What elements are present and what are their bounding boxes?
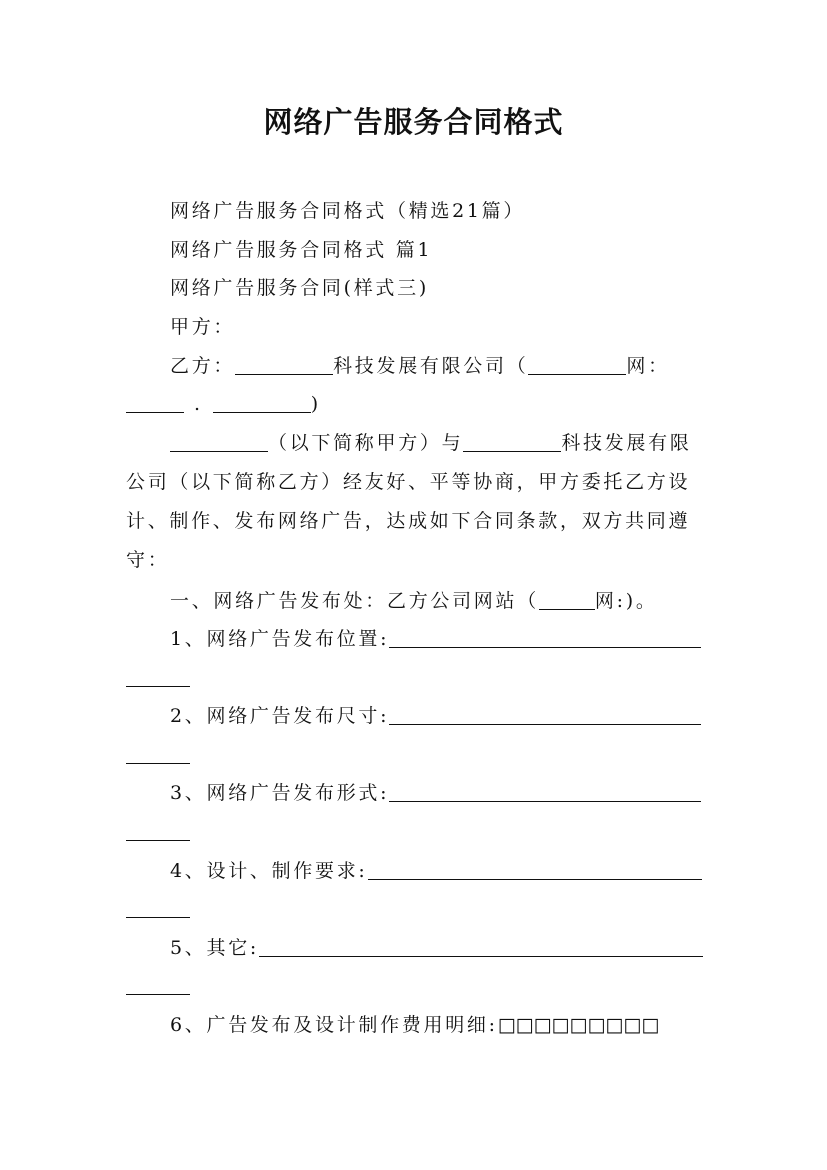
item-6-line [170,1010,706,1040]
item-5-blank-continued [126,971,706,1001]
close-paren: ) [310,393,321,415]
item-2-blank-tail [126,743,190,764]
website-domain-blank [213,392,311,413]
website-name-blank [528,354,626,375]
section-heading: 网络广告服务合同格式 篇1 [170,239,433,261]
website-prefix-blank [126,392,184,413]
party-b-label: 乙方： [170,355,236,377]
website-address-line [126,389,706,419]
intro-paragraph-line-3: 计、制作、发布网络广告，达成如下合同条款，双方共同遵 [126,510,691,532]
item-3-blank-continued [126,817,706,847]
item-2-line [170,701,706,731]
item-4-line [170,856,706,886]
item-1-blank-continued [126,663,706,693]
intro-text-b: 科技发展有限 [561,432,692,454]
item-1-line [170,624,706,654]
item-4-blank-tail [126,897,190,918]
subtitle-line: 网络广告服务合同格式（精选21篇） [170,200,526,222]
website-label: 网： [626,355,670,377]
party-b-line [170,351,706,381]
item-3-blank [389,781,701,802]
party-a-name-blank [170,431,268,452]
clause-1-line [170,586,706,616]
item-5-line [170,933,706,963]
item-1-blank [389,627,701,648]
item-2-blank [389,704,701,725]
item-5-blank [259,936,703,957]
contract-name: 网络广告服务合同(样式三) [170,277,429,299]
dot-separator: . [194,393,203,415]
company-suffix-text: 科技发展有限公司（ [333,355,529,377]
item-4-blank-continued [126,894,706,924]
item-3-label: 3、网络广告发布形式: [170,782,390,804]
party-b-name-blank [235,354,333,375]
item-2-label: 2、网络广告发布尺寸: [170,705,390,727]
clause-1-suffix: 网:)。 [594,590,658,612]
item-4-label: 4、设计、制作要求: [170,860,368,882]
item-5-blank-tail [126,974,190,995]
clause-1-website-blank [539,589,595,610]
party-a-label: 甲方： [170,316,236,338]
clause-1-text: 一、网络广告发布处：乙方公司网站（ [170,590,539,612]
missing-glyph-boxes: □□□□□□□□□ [497,1014,660,1036]
intro-line [170,428,706,458]
intro-text-a: （以下简称甲方）与 [268,432,464,454]
party-b-company-blank [463,431,561,452]
item-5-label: 5、其它: [170,937,259,959]
item-4-blank [368,859,702,880]
item-3-line [170,778,706,808]
item-6-label: 6、广告发布及设计制作费用明细: [170,1014,498,1036]
item-3-blank-tail [126,820,190,841]
item-1-blank-tail [126,666,190,687]
intro-paragraph-line-4: 守： [126,549,170,571]
item-2-blank-continued [126,740,706,770]
intro-paragraph-line-2: 公司（以下简称乙方）经友好、平等协商，甲方委托乙方设 [126,471,691,493]
document-title: 网络广告服务合同格式 [263,105,564,139]
item-1-label: 1、网络广告发布位置: [170,628,390,650]
